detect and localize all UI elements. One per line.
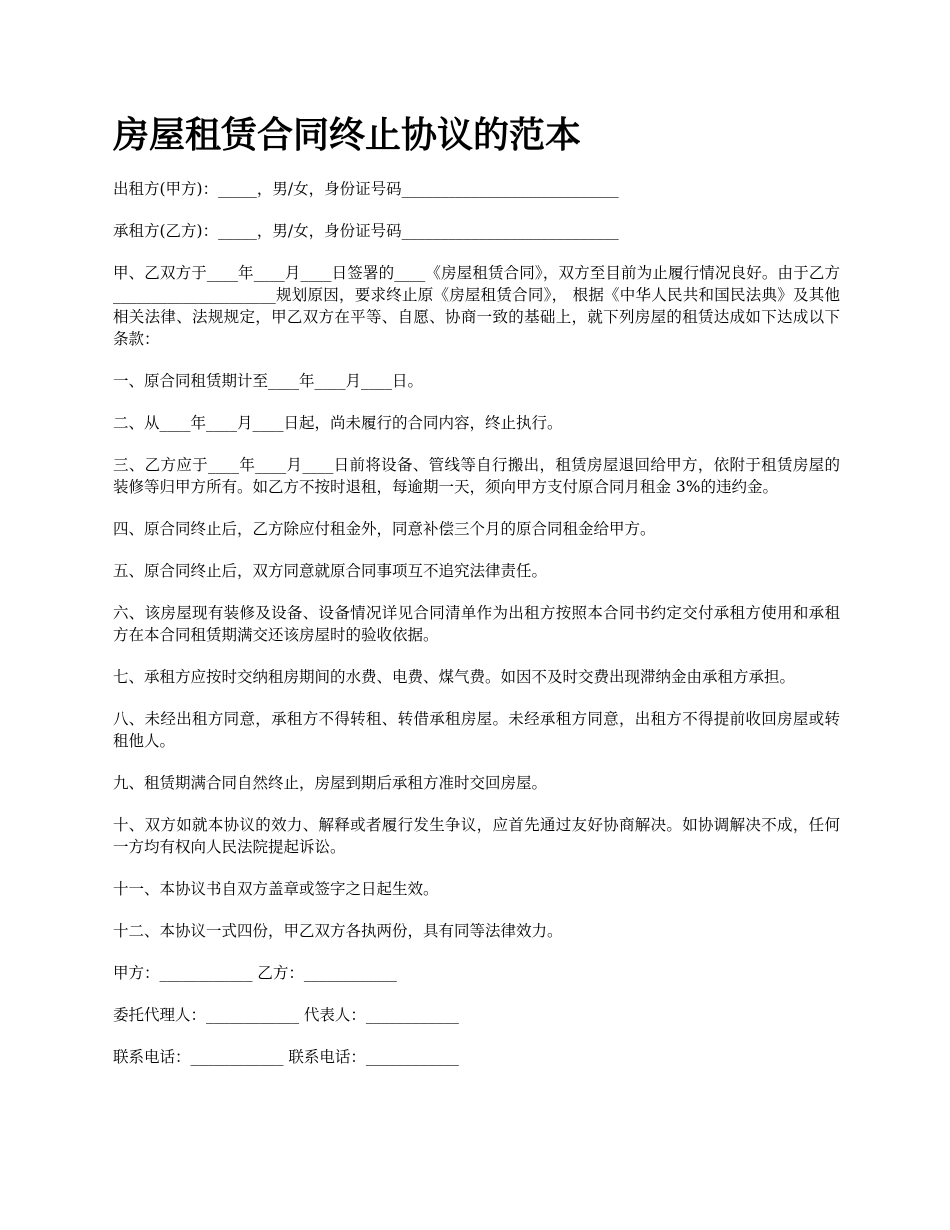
- party-b-line: 承租方(乙方)：_____，男/女，身份证号码____________________________: [113, 222, 619, 240]
- clause-11: 十一、本协议书自双方盖章或签字之日起生效。: [113, 880, 439, 898]
- clause-9: 九、租赁期满合同自然终止，房屋到期后承租方准时交回房屋。: [113, 774, 548, 792]
- signature-line-phones: 联系电话：____________ 联系电话：____________: [113, 1048, 459, 1066]
- clause-6: 六、该房屋现有装修及设备、设备情况详见合同清单作为出租方按照本合同书约定交付承租方使用和承租方在本合同租赁期满交还该房屋时的验收依据。: [113, 604, 840, 644]
- signature-line-agents: 委托代理人：____________ 代表人：____________: [113, 1006, 459, 1024]
- clause-1: 一、原合同租赁期计至____年____月____日。: [113, 372, 424, 390]
- party-a-line: 出租方(甲方)：_____，男/女，身份证号码____________________________: [113, 180, 619, 198]
- document-title: 房屋租赁合同终止协议的范本: [113, 115, 582, 156]
- signature-line-parties: 甲方：____________ 乙方：____________: [113, 964, 397, 982]
- clause-4: 四、原合同终止后，乙方除应付租金外，同意补偿三个月的原合同租金给甲方。: [113, 520, 656, 538]
- preamble-paragraph: 甲、乙双方于____年____月____日签署的____《房屋租赁合同》，双方至目前为止履行情况良好。由于乙方_____________________规划原因，要求终止原《房屋租赁合同》， 根据《中华人民共和国民法典》及其他相关法律、法规规定，甲乙双方在平等、自愿、协商一致的基础上，就下列房屋的租赁达成如下达成以下条款：: [113, 264, 840, 348]
- clause-5: 五、原合同终止后，双方同意就原合同事项互不追究法律责任。: [113, 562, 548, 580]
- clause-2: 二、从____年____月____日起，尚未履行的合同内容，终止执行。: [113, 414, 563, 432]
- clause-3: 三、乙方应于____年____月____日前将设备、管线等自行搬出，租赁房屋退回给甲方，依附于租赁房屋的装修等归甲方所有。如乙方不按时退租，每逾期一天，须向甲方支付原合同月租金 3%的违约金。: [113, 456, 840, 496]
- clause-8: 八、未经出租方同意，承租方不得转租、转借承租房屋。未经承租方同意，出租方不得提前收回房屋或转租他人。: [113, 710, 840, 750]
- clause-12: 十二、本协议一式四份，甲乙双方各执两份，具有同等法律效力。: [113, 922, 563, 940]
- document-page: [113, 108, 840, 1088]
- clause-7: 七、承租方应按时交纳租房期间的水费、电费、煤气费。如因不及时交费出现滞纳金由承租方承担。: [113, 668, 796, 686]
- clause-10: 十、双方如就本协议的效力、解释或者履行发生争议，应首先通过友好协商解决。如协调解决不成，任何一方均有权向人民法院提起诉讼。: [113, 816, 840, 856]
